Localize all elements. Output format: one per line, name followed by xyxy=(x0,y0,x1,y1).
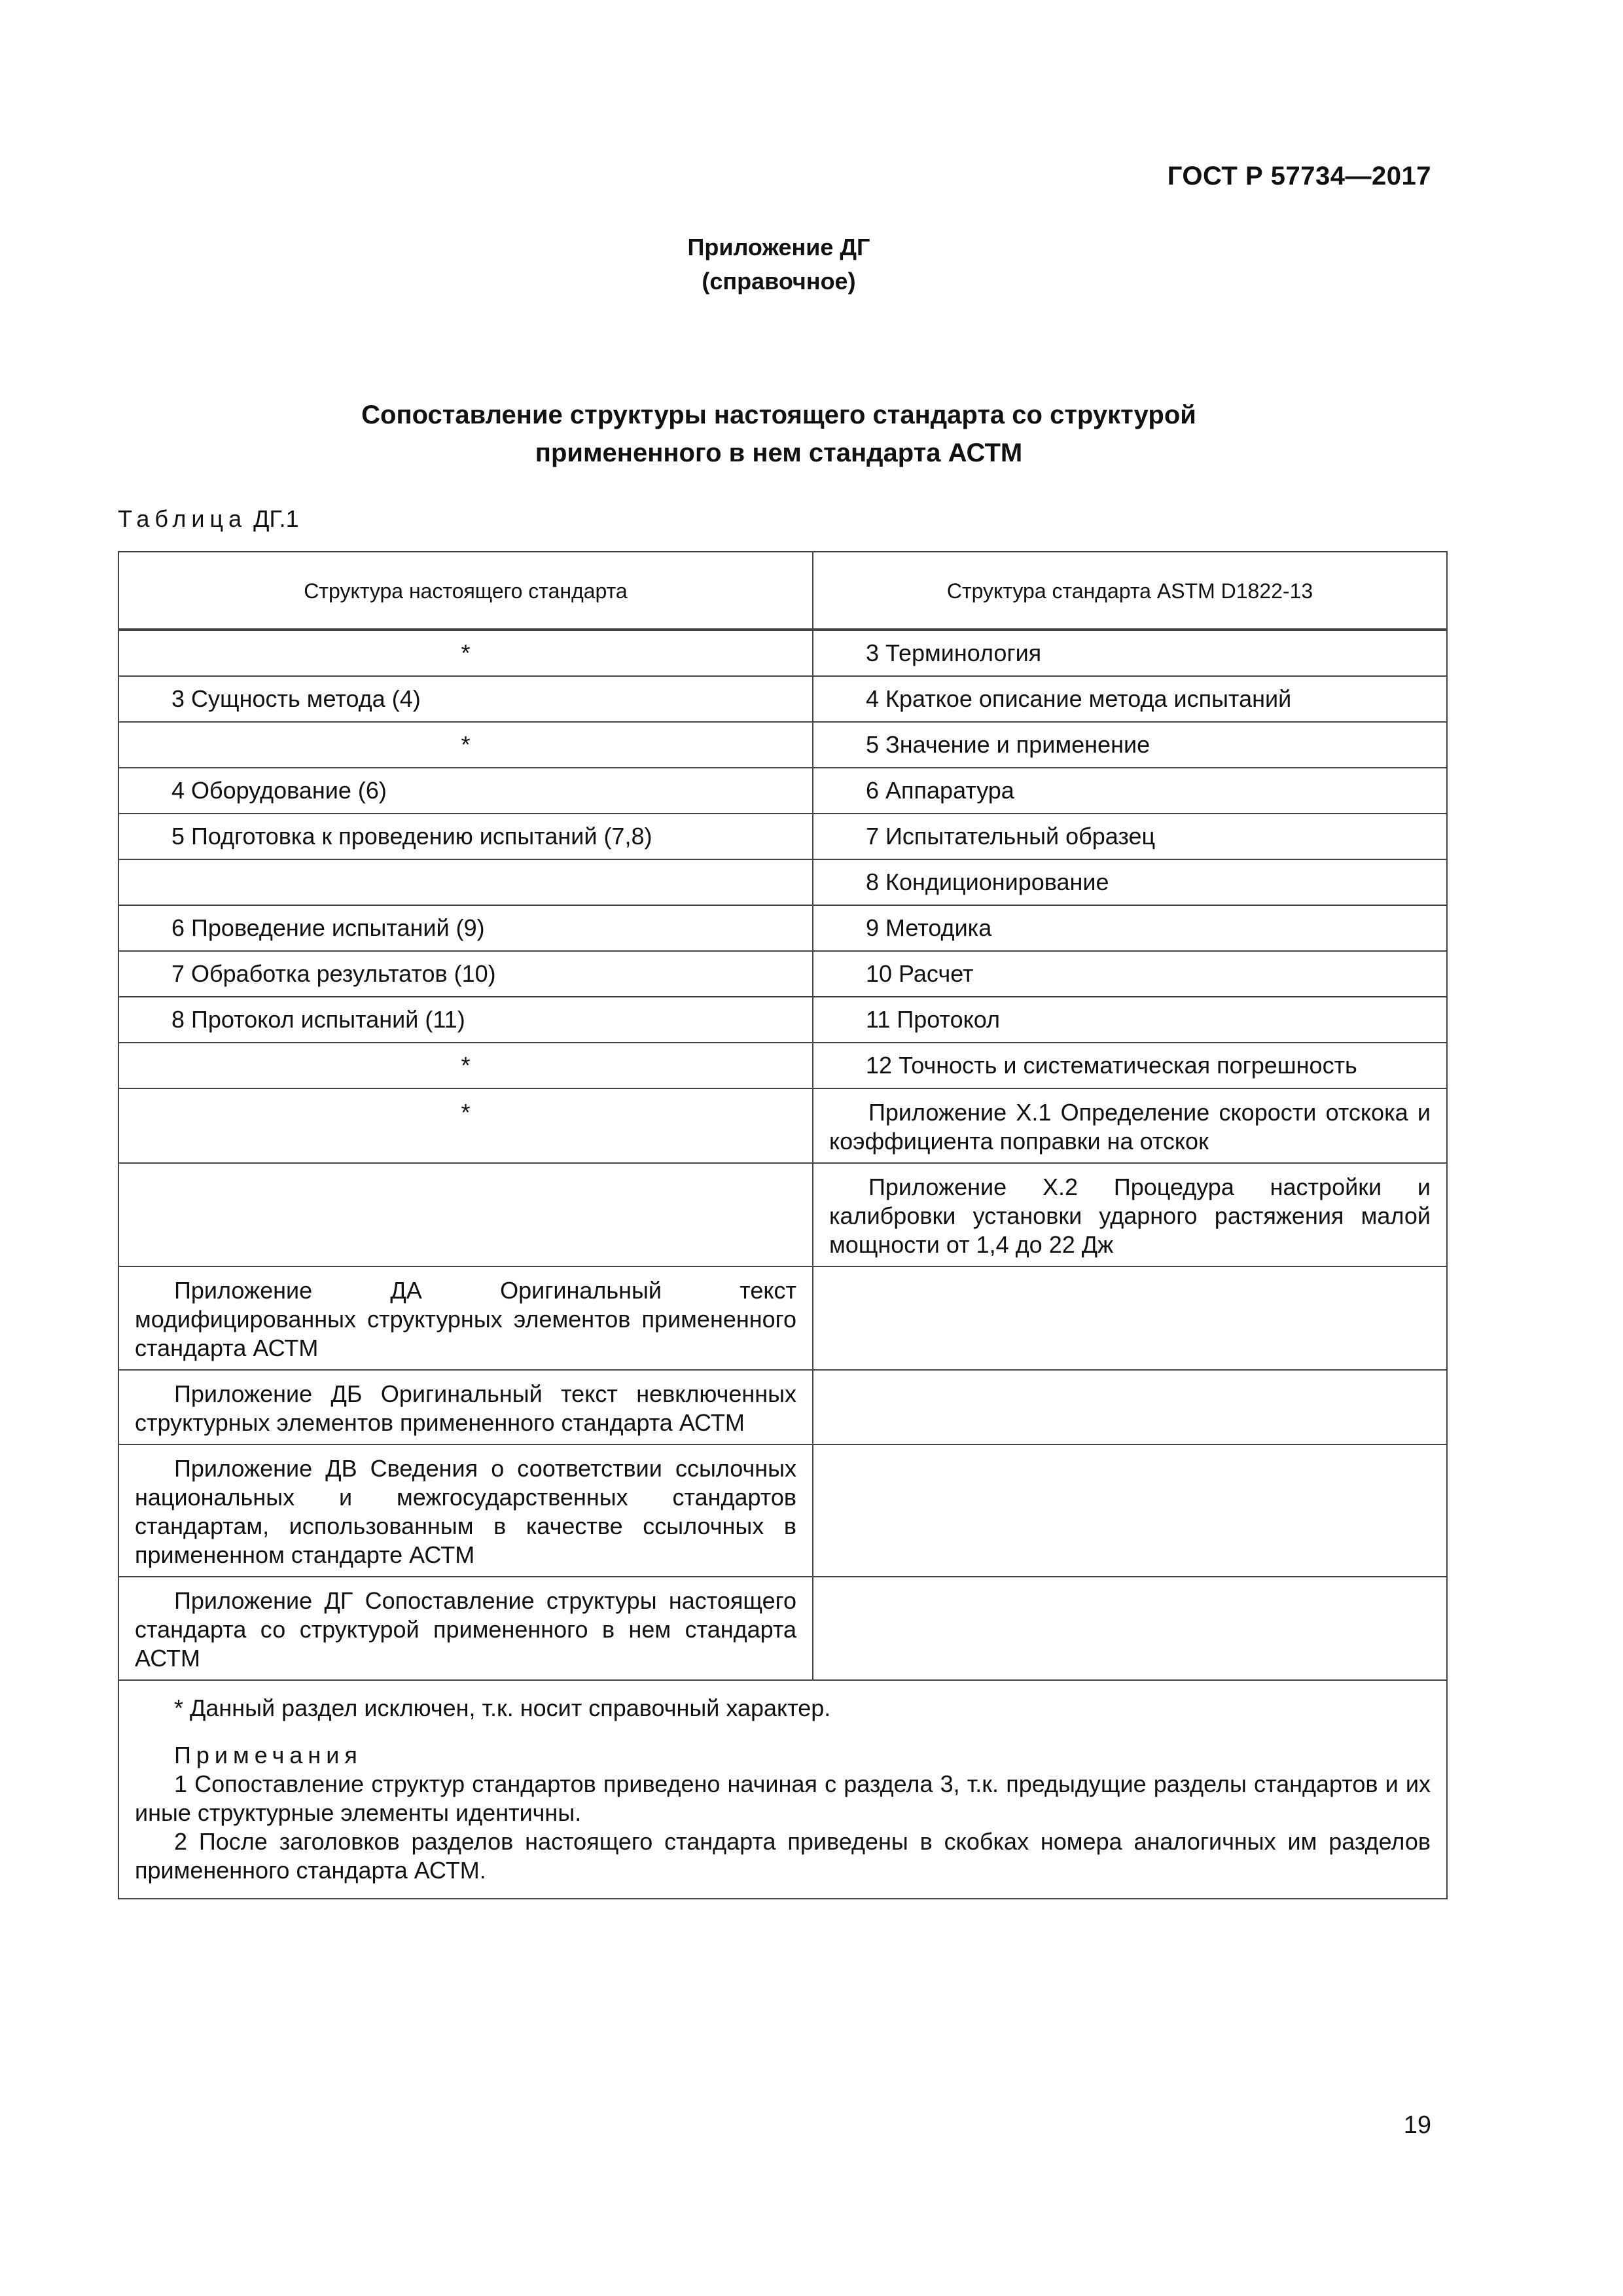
table-cell-right xyxy=(813,1444,1447,1577)
table-cell-right: 9 Методика xyxy=(813,905,1447,951)
table-row xyxy=(118,722,1447,768)
annex-title: Приложение ДГ xyxy=(687,234,870,260)
table-cell-right: 3 Терминология xyxy=(813,630,1447,676)
table-cell-right: 10 Расчет xyxy=(813,951,1447,997)
annex-type: (справочное) xyxy=(702,268,856,295)
table-cell-right: 11 Протокол xyxy=(813,997,1447,1043)
table-cell-left: 3 Сущность метода (4) xyxy=(118,676,813,722)
column-header-astm: Структура стандарта ASTM D1822-13 xyxy=(813,552,1447,629)
table-cell-left: Приложение ДА Оригинальный текст модифицированных структурных элементов примененного стандарта АСТМ xyxy=(118,1266,813,1370)
table-caption-word: Таблица xyxy=(118,505,247,532)
table-cell-left: Приложение ДВ Сведения о соответствии ссылочных национальных и межгосударственных стандартов стандартам, использованным в качестве ссылочных в примененном стандарте АСТМ xyxy=(118,1444,813,1577)
table-cell-left: Приложение ДГ Сопоставление структуры настоящего стандарта со структурой примененного в нем стандарта АСТМ xyxy=(118,1577,813,1680)
table-cell-right xyxy=(813,1577,1447,1680)
table-row xyxy=(118,859,1447,905)
table-row xyxy=(118,1088,1447,1163)
table-cell-right: 7 Испытательный образец xyxy=(813,814,1447,859)
section-title-line-2: примененного в нем стандарта АСТМ xyxy=(535,439,1023,467)
table-footer xyxy=(118,1680,1447,1899)
table-cell-right xyxy=(813,1266,1447,1370)
table-row xyxy=(118,768,1447,814)
table-row xyxy=(118,1444,1447,1577)
section-title-line-1: Сопоставление структуры настоящего стандарта со структурой xyxy=(361,401,1196,429)
page-number: 19 xyxy=(1403,2111,1431,2139)
table-cell-left: 8 Протокол испытаний (11) xyxy=(118,997,813,1043)
table-cell-left: 7 Обработка результатов (10) xyxy=(118,951,813,997)
table-row xyxy=(118,1577,1447,1680)
table-row xyxy=(118,814,1447,859)
table-cell-left: 5 Подготовка к проведению испытаний (7,8) xyxy=(118,814,813,859)
table-cell-right: Приложение Х.1 Определение скорости отскока и коэффициента поправки на отскок xyxy=(813,1088,1447,1163)
table-cell-right: 12 Точность и систематическая погрешность xyxy=(813,1043,1447,1088)
table-row xyxy=(118,905,1447,951)
table-header-row xyxy=(118,552,1447,629)
table-cell-right: 6 Аппаратура xyxy=(813,768,1447,814)
table-cell-left: * xyxy=(118,630,813,676)
table-cell-left: * xyxy=(118,1043,813,1088)
table-row xyxy=(118,951,1447,997)
footnote: * Данный раздел исключен, т.к. носит справочный характер. xyxy=(174,1695,831,1721)
table-notes-cell xyxy=(118,1680,1447,1899)
document-code: ГОСТ Р 57734—2017 xyxy=(1167,162,1431,190)
table-cell-left: * xyxy=(118,1088,813,1163)
table-row xyxy=(118,1370,1447,1444)
table-row xyxy=(118,1266,1447,1370)
table-cell-left xyxy=(118,1163,813,1266)
table-cell-right: 8 Кондиционирование xyxy=(813,859,1447,905)
table-row xyxy=(118,1043,1447,1088)
table-cell-right: Приложение Х.2 Процедура настройки и калибровки установки ударного растяжения малой мощности от 1,4 до 22 Дж xyxy=(813,1163,1447,1266)
note-item: 1 Сопоставление структур стандартов приведено начиная с раздела 3, т.к. предыдущие разделы стандартов и их иные структурные элементы идентичны. xyxy=(135,1770,1431,1826)
comparison-table xyxy=(118,551,1448,1899)
table-cell-right: 4 Краткое описание метода испытаний xyxy=(813,676,1447,722)
table-cell-right xyxy=(813,1370,1447,1444)
table-cell-left: 6 Проведение испытаний (9) xyxy=(118,905,813,951)
table-cell-left: Приложение ДБ Оригинальный текст невключенных структурных элементов примененного стандарта АСТМ xyxy=(118,1370,813,1444)
notes-heading: Примечания xyxy=(174,1742,363,1768)
table-cell-left xyxy=(118,859,813,905)
section-title xyxy=(0,396,1558,472)
table-row xyxy=(118,1163,1447,1266)
note-item: 2 После заголовков разделов настоящего стандарта приведены в скобках номера аналогичных им разделов примененного стандарта АСТМ. xyxy=(135,1828,1431,1884)
table-cell-left: 4 Оборудование (6) xyxy=(118,768,813,814)
annex-heading xyxy=(0,230,1558,298)
column-header-current: Структура настоящего стандарта xyxy=(118,552,813,629)
table-cell-right: 5 Значение и применение xyxy=(813,722,1447,768)
table-caption xyxy=(118,505,299,533)
table-row xyxy=(118,676,1447,722)
table-caption-number: ДГ.1 xyxy=(247,505,299,532)
table-row xyxy=(118,997,1447,1043)
table-row xyxy=(118,630,1447,676)
table-cell-left: * xyxy=(118,722,813,768)
